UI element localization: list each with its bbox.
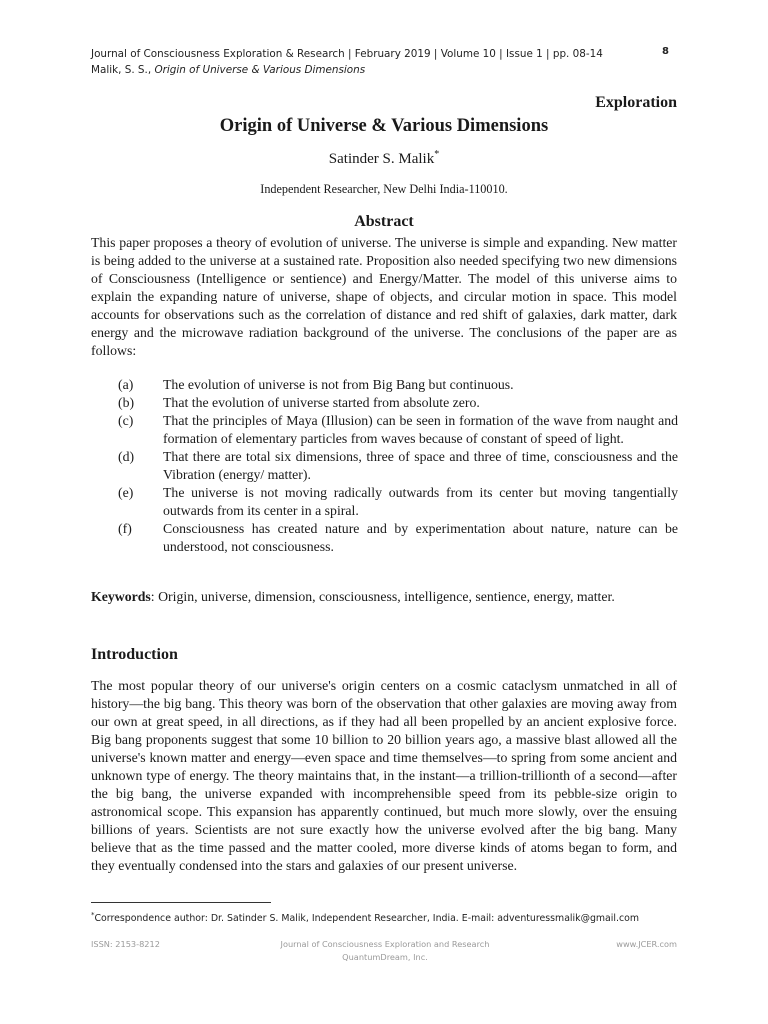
footer-journal	[250, 938, 520, 964]
list-item-text: Consciousness has created nature and by experimentation about nature, nature can be understood, not consciousness.	[163, 521, 678, 554]
running-head	[91, 46, 671, 78]
list-item	[118, 412, 678, 448]
list-item-marker: (a)	[118, 377, 134, 392]
list-item	[118, 376, 678, 394]
list-item-text: That the evolution of universe started from absolute zero.	[163, 395, 480, 410]
footer-publisher: QuantumDream, Inc.	[342, 952, 428, 962]
introduction-text: The most popular theory of our universe's origin centers on a cosmic cataclysm unmatched in all of history—the big bang. This theory was born of the observation that other galaxies are moving away from our own at great speed, in all directions, as if they had all been propelled by an ancient explosive force. Big bang proponents suggest that some 10 billion to 20 billion years ago, a massive blast allowed all the universe's known matter and energy—even space and time themselves—to spring from some ancient and unknown type of energy. The theory maintains that, in the instant—a trillion-trillionth of a second—after the big bang, the universe expanded with incomprehensible speed from its pebble-size origin to astronomical scope. This expansion has apparently continued, but much more slowly, over the ensuing billions of years. Scientists are not sure exactly how the universe evolved after the big bang. Many believe that as the time passed and the matter cooled, more diverse kinds of atoms began to form, and they eventually condensed into the stars and galaxies of our present universe.	[91, 678, 677, 873]
running-head-author: Malik, S. S.,	[91, 64, 155, 76]
paper-title: Origin of Universe & Various Dimensions	[219, 116, 549, 136]
footer-url[interactable]: www.JCER.com	[616, 939, 677, 949]
running-head-title: Origin of Universe & Various Dimensions	[154, 64, 366, 76]
author-name	[91, 149, 677, 168]
footnote-text: Correspondence author: Dr. Satinder S. Malik, Independent Researcher, India. E-mail: adventuressmalik@gmail.com	[94, 913, 639, 925]
footnote-divider	[91, 902, 271, 903]
keywords-label: Keywords	[91, 589, 151, 604]
affiliation: Independent Researcher, New Delhi India-110010.	[260, 182, 508, 196]
footer-issn: ISSN: 2153-8212	[91, 939, 160, 949]
running-head-article-line	[91, 62, 671, 78]
list-item-text: The universe is not moving radically outwards from its center but moving tangentially outwards from its center in a spiral.	[163, 485, 678, 518]
footnote	[91, 908, 677, 926]
list-item-marker: (c)	[118, 413, 134, 428]
list-item-marker: (f)	[118, 521, 132, 536]
author-footnote-mark: *	[434, 149, 440, 160]
footnote-mark: *	[91, 911, 95, 919]
list-item-marker: (b)	[118, 395, 135, 410]
list-item-marker: (e)	[118, 485, 134, 500]
list-item-text: That the principles of Maya (Illusion) can be seen in formation of the wave from naught and formation of elementary particles from waves because of constant of speed of light.	[163, 413, 678, 446]
keywords	[91, 588, 677, 606]
page-number: 8	[662, 46, 669, 57]
abstract-text: This paper proposes a theory of evolution of universe. The universe is simple and expanding. New matter is being added to the universe at a sustained rate. Proposition also needed specifying two new dimensions of Consciousness (Intelligence or sentience) and Energy/Matter. The model of this universe aims to explain the expanding nature of universe, shape of objects, and circular motion in space. This model accounts for observations such as the correlation of distance and red shift of galaxies, dark matter, dark energy and the microwave radiation background of the universe. The conclusions of the paper are as follows:	[91, 235, 677, 358]
running-head-journal-line: Journal of Consciousness Exploration & Research | February 2019 | Volume 10 | Issue 1 | pp. 08-14	[91, 48, 603, 60]
footer-journal-name: Journal of Consciousness Exploration and Research	[280, 939, 490, 949]
list-item-text: That there are total six dimensions, three of space and three of time, consciousness and the Vibration (energy/ matter).	[163, 449, 678, 482]
list-item-text: The evolution of universe is not from Big Bang but continuous.	[163, 377, 514, 392]
introduction-heading: Introduction	[91, 646, 178, 663]
list-item	[118, 520, 678, 556]
list-item-marker: (d)	[118, 449, 135, 464]
section-label: Exploration	[595, 94, 677, 111]
keywords-text: : Origin, universe, dimension, consciousness, intelligence, sentience, energy, matter.	[150, 589, 615, 604]
list-item	[118, 448, 678, 484]
conclusions-list	[118, 376, 678, 556]
list-item	[118, 484, 678, 520]
author-name-text: Satinder S. Malik	[328, 151, 435, 167]
abstract-heading: Abstract	[354, 213, 414, 230]
list-item	[118, 394, 678, 412]
